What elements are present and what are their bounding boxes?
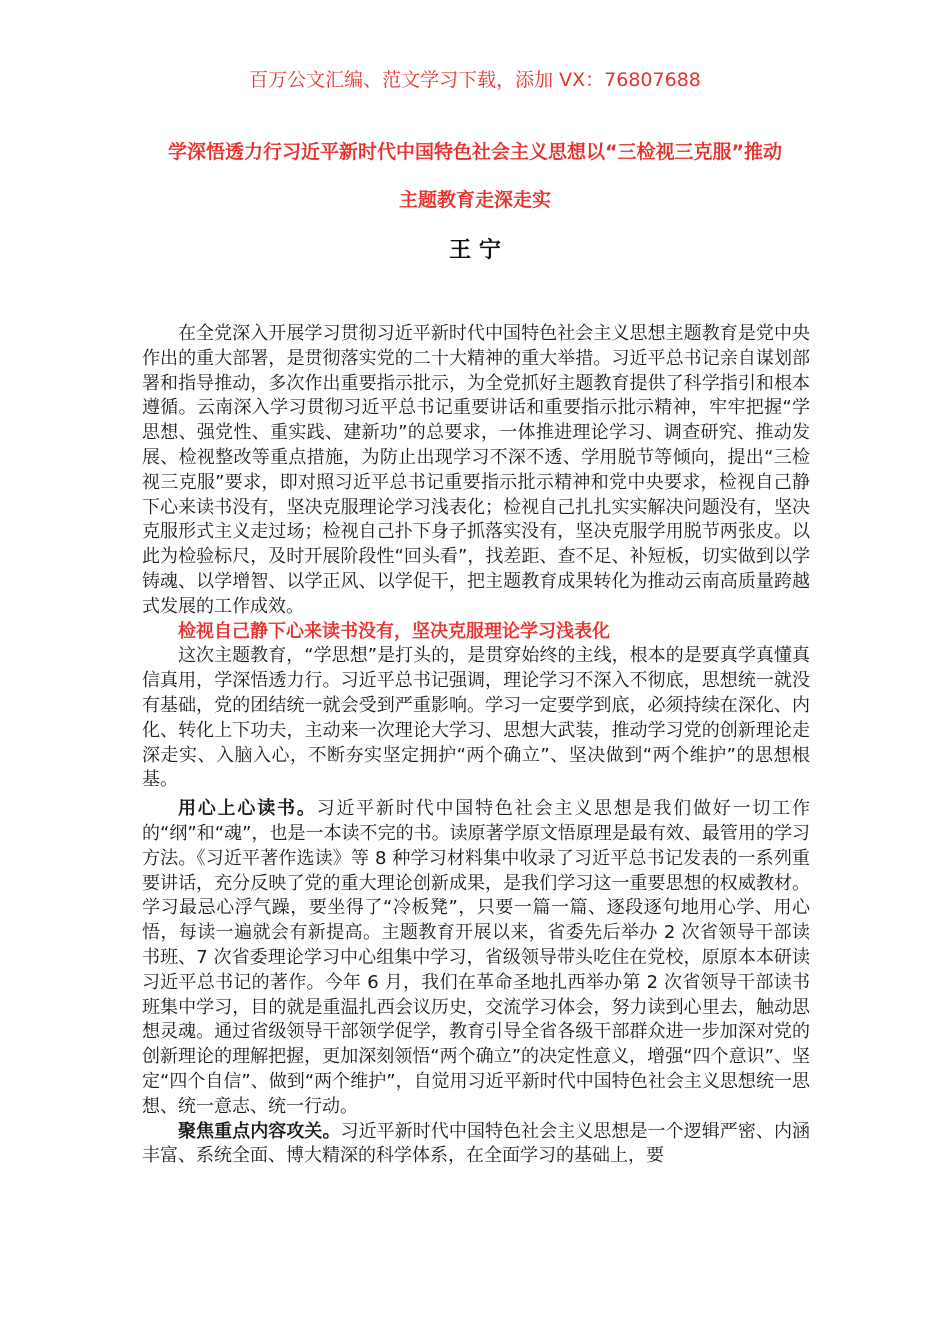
reading-body: 习近平新时代中国特色社会主义思想是我们做好一切工作的“纲”和“魂”，也是一本读不完的书。读原著学原文悟原理是最有效、最管用的学习方法。《习近平著作选读》等 8 种学习材料集中收录了习近平总书记发表的一系列重要讲话，充分反映了党的重大理论创新成果，是我们学习这一重要思想的权威教材。学习最忌心浮气躁，要坐得了“冷板凳”，只要一篇一篇、逐段逐句地用心学、用心悟，每读一遍就会有新提高。主题教育开展以来，省委先后举办 2 次省领导干部读书班、7 次省委理论学习中心组集中学习，省级领导带头吃住在党校，原原本本研读习近平总书记的著作。今年 6 月，我们在革命圣地扎西举办第 2 次省领导干部读书班集中学习，目的就是重温扎西会议历史，交流学习体会，努力读到心里去，触动思想灵魂。通过省级领导干部领学促学，教育引导全省各级干部群众进一步加深对党的创新理论的理解把握，更加深刻领悟“两个确立”的决定性意义，增强“四个意识”、坚定“四个自信”、做到“两个维护”，自觉用习近平新时代中国特色社会主义思想统一思想、统一意志、统一行动。 [142, 798, 811, 1117]
intro-paragraph: 在全党深入开展学习贯彻习近平新时代中国特色社会主义思想主题教育是党中央作出的重大部署，是贯彻落实党的二十大精神的重大举措。习近平总书记亲自谋划部署和指导推动，多次作出重要指示批示，为全党抓好主题教育提供了科学指引和根本遵循。云南深入学习贯彻习近平总书记重要讲话和重要指示批示精神，牢牢把握“学思想、强党性、重实践、建新功”的总要求，一体推进理论学习、调查研究、推动发展、检视整改等重点措施，为防止出现学习不深不透、学用脱节等倾向，提出“三检视三克服”要求，即对照习近平总书记重要指示批示精神和党中央要求，检视自己静下心来读书没有，坚决克服理论学习浅表化；检视自己扎扎实实解决问题没有，坚决克服形式主义走过场；检视自己扑下身子抓落实没有，坚决克服学用脱节两张皮。以此为检验标尺，及时开展阶段性“回头看”，找差距、查不足、补短板，切实做到以学铸魂、以学增智、以学正风、以学促干，把主题教育成果转化为推动云南高质量跨越式发展的工作成效。 [142, 323, 810, 617]
reading-paragraph [142, 797, 810, 1119]
section-heading: 检视自己静下心来读书没有，坚决克服理论学习浅表化 [178, 620, 610, 642]
header-note: 百万公文汇编、范文学习下载，添加 VX：76807688 [249, 69, 701, 91]
section-paragraph: 这次主题教育，“学思想”是打头的，是贯穿始终的主线，根本的是要真学真懂真信真用，学深悟透力行。习近平总书记强调，理论学习不深入不彻底，思想统一就没有基础，党的团结统一就会受到严重影响。学习一定要学到底，必须持续在深化、内化、转化上下功夫，主动来一次理论大学习、思想大武装，推动学习党的创新理论走深走实、入脑入心，不断夯实坚定拥护“两个确立”、坚决做到“两个维护”的思想根基。 [142, 645, 810, 791]
author-name: 王 宁 [449, 238, 501, 263]
focus-lead: 聚焦重点内容攻关。 [178, 1120, 341, 1142]
title-line-2: 主题教育走深走实 [398, 189, 551, 211]
reading-lead: 用心上心读书。 [178, 798, 317, 820]
title-line-1: 学深悟透力行习近平新时代中国特色社会主义思想以“三检视三克服”推动 [168, 141, 782, 163]
article-body [142, 322, 810, 1169]
focus-body: 习近平新时代中国特色社会主义思想是一个逻辑严密、内涵丰富、系统全面、博大精深的科学体系，在全面学习的基础上，要 [142, 1120, 810, 1167]
focus-paragraph [142, 1120, 810, 1170]
